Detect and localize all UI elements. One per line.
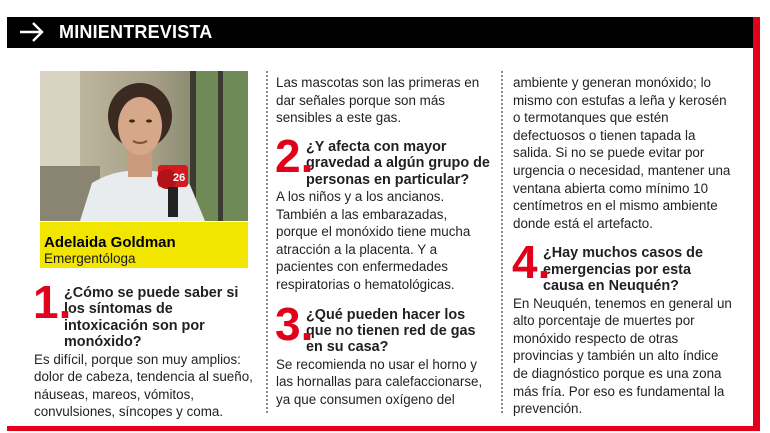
question-block-1	[33, 276, 258, 351]
question-number-3: 3.	[275, 297, 314, 350]
column-3	[513, 74, 735, 418]
question-text-3: ¿Qué pueden hacer los que no tienen red de gas en su casa?	[306, 306, 476, 356]
answer-text-4: En Neuquén, tenemos en general un alto porcentaje de muertes por monóxido respecto de otras provincias y también un alto índice de diagnóstico porque es una zona más fría. Por eso es fundamental la prevención.	[513, 295, 732, 417]
column-2-intro: Las mascotas son las primeras en dar señales porque son más sensibles a este gas.	[276, 75, 480, 126]
interviewee-role: Emergentóloga	[44, 251, 136, 266]
answer-text-2: A los niños y a los ancianos. También a las embarazadas, porque el monóxido tiene mucha atracción a la placenta. Y a pacientes con enfermedades respiratorias o hematológicas.	[276, 189, 471, 292]
portrait-illustration	[40, 71, 248, 221]
interviewee-name: Adelaida Goldman	[44, 234, 176, 251]
column-divider-2	[501, 71, 503, 413]
photo-caption	[40, 222, 248, 268]
interviewee-photo	[40, 71, 248, 221]
column-1	[33, 276, 258, 421]
answer-text-3: Se recomienda no usar el horno y las hornallas para calefaccionarse, ya que consumen oxígeno del	[276, 356, 483, 407]
column-3-intro: ambiente y generan monóxido; lo mismo con estufas a leña y kerosén o termotanques que estén defectuosos o tienen tapada la salida. Si no se puede evitar por urgencia o necesidad, mantener una ventana abierta como mínimo 10 centímetros en el mismo ambiente donde está el artefacto.	[513, 75, 731, 231]
question-block-2	[275, 129, 490, 188]
mic-logo-text: 26	[173, 172, 186, 184]
question-text-1: ¿Cómo se puede saber si los síntomas de intoxicación son por monóxido?	[64, 285, 239, 351]
section-title: MINIENTREVISTA	[59, 22, 213, 42]
column-divider-1	[266, 71, 268, 413]
question-text-4: ¿Hay muchos casos de emergencias por esta causa en Neuquén?	[543, 245, 703, 295]
column-2	[276, 74, 490, 409]
section-header	[7, 17, 753, 48]
arrow-right-icon	[19, 20, 45, 44]
question-block-4	[512, 236, 735, 295]
question-number-4: 4.	[512, 236, 551, 289]
question-text-2: ¿Y afecta con mayor gravedad a algún grupo de personas en particular?	[306, 138, 490, 188]
accent-border-bottom	[7, 426, 760, 431]
answer-text-1: Es difícil, porque son muy amplios: dolor de cabeza, tendencia al sueño, náuseas, mareos, vómitos, convulsiones, síncopes y coma.	[34, 351, 253, 420]
accent-border-right	[753, 17, 760, 431]
question-number-1: 1.	[33, 276, 72, 328]
question-number-2: 2.	[275, 129, 314, 182]
question-block-3	[275, 297, 490, 356]
